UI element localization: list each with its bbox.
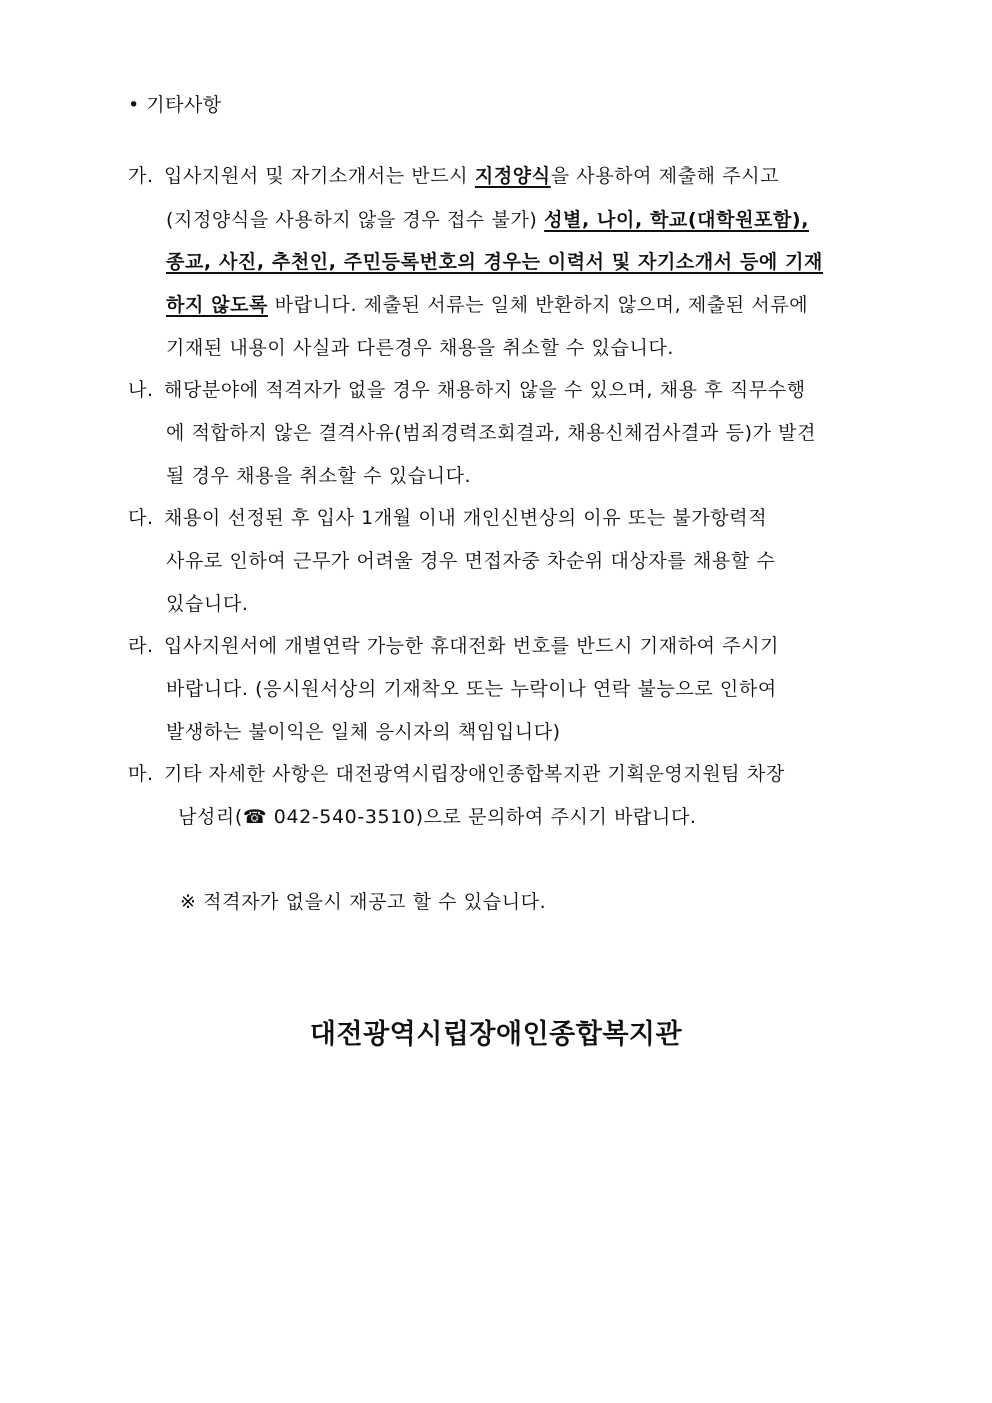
item-da-line-2 [166, 547, 775, 575]
item-ga-marker: 가. [128, 165, 154, 187]
item-ga-line-3 [166, 248, 823, 276]
item-ga-emphasis: 지정양식 [474, 165, 551, 187]
item-na-line-1 [128, 376, 806, 404]
item-ra-text: 바랍니다. (응시원서상의 기재착오 또는 누락이나 연락 불능으로 인하여 [166, 678, 777, 700]
item-ga-emphasis: 하지 않도록 [166, 294, 268, 316]
section-title: • 기타사항 [128, 94, 222, 116]
notice-note: ※ 적격자가 없을시 재공고 할 수 있습니다. [180, 891, 547, 913]
item-ga-text: 바랍니다. 제출된 서류는 일체 반환하지 않으며, 제출된 서류에 [268, 294, 809, 316]
item-ma-line-1 [128, 760, 785, 788]
item-ga-emphasis: 종교, 사진, 추천인, 주민등록번호의 경우는 이력서 및 자기소개서 등에 기재 [166, 251, 824, 273]
item-ra-line-3 [166, 718, 561, 746]
item-da-marker: 다. [128, 507, 154, 529]
item-ra-line-1 [128, 632, 779, 660]
organization-name: 대전광역시립장애인종합복지관 [309, 1019, 683, 1050]
item-ra-marker: 라. [128, 635, 154, 657]
item-ga-text: 기재된 내용이 사실과 다른경우 채용을 취소할 수 있습니다. [166, 337, 675, 359]
item-ma-marker: 마. [128, 763, 154, 785]
item-da-text: 사유로 인하여 근무가 어려울 경우 면접자중 차순위 대상자를 채용할 수 [166, 550, 776, 572]
item-ma-text: 기타 자세한 사항은 대전광역시립장애인종합복지관 기획운영지원팀 차장 [164, 763, 785, 785]
item-da-text: 채용이 선정된 후 입사 1개월 이내 개인신변상의 이유 또는 불가항력적 [164, 507, 768, 529]
item-ga-line-5 [166, 334, 674, 362]
item-na-text: 해당분야에 적격자가 없을 경우 채용하지 않을 수 있으며, 채용 후 직무수행 [164, 379, 806, 401]
item-ra-text: 발생하는 불이익은 일체 응시자의 책임입니다) [166, 721, 561, 743]
item-ga-line-4 [166, 291, 808, 319]
item-na-line-2 [166, 419, 816, 447]
item-ga-text: 입사지원서 및 자기소개서는 반드시 [164, 165, 475, 187]
item-na-marker: 나. [128, 379, 154, 401]
item-da-line-1 [128, 504, 767, 532]
item-ma-text: 남성리(☎ 042-540-3510)으로 문의하여 주시기 바랍니다. [178, 806, 697, 828]
item-ra-text: 입사지원서에 개별연락 가능한 휴대전화 번호를 반드시 기재하여 주시기 [164, 635, 780, 657]
item-ga-line-2 [166, 206, 809, 234]
item-da-text: 있습니다. [166, 593, 249, 615]
item-ga-text: (지정양식을 사용하지 않을 경우 접수 불가) [166, 209, 545, 231]
item-ma-line-2 [178, 803, 697, 831]
item-na-text: 에 적합하지 않은 결격사유(범죄경력조회결과, 채용신체검사결과 등)가 발견 [166, 422, 817, 444]
item-ga-line-1 [128, 162, 779, 190]
item-na-line-3 [166, 462, 471, 490]
item-ga-emphasis: 성별, 나이, 학교(대학원포함), [544, 209, 810, 231]
item-ga-text: 을 사용하여 제출해 주시고 [550, 165, 780, 187]
item-da-line-3 [166, 590, 248, 618]
item-na-text: 될 경우 채용을 취소할 수 있습니다. [166, 465, 472, 487]
item-ra-line-2 [166, 675, 777, 703]
